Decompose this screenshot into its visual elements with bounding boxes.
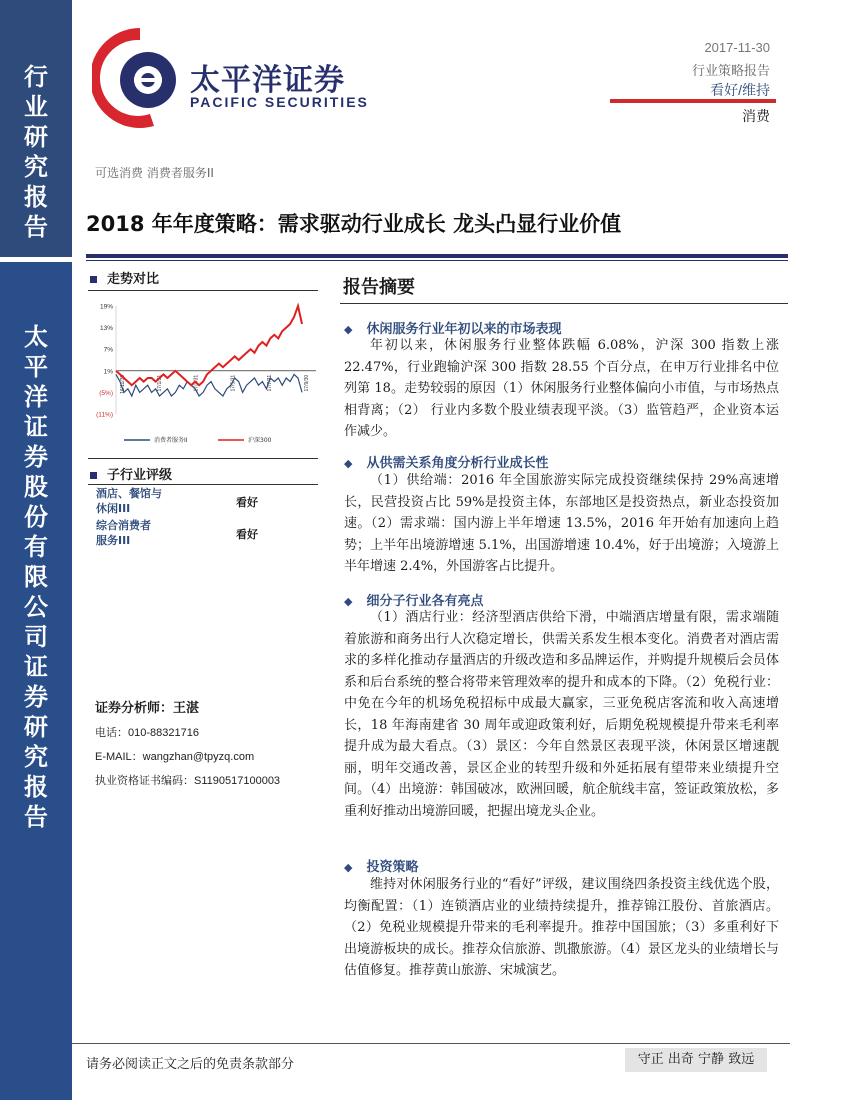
diamond-bullet-icon: ◆ [344, 323, 353, 336]
x-tick-label: 17/9/30 [304, 374, 310, 392]
sidebar-char: 报 [24, 182, 48, 211]
series-line-1 [116, 306, 302, 385]
sidebar-char: 行 [24, 62, 48, 91]
sidebar-char: 券 [24, 442, 48, 471]
paragraph-supply-demand: （1）供给端：2016 年全国旅游实际完成投资继续保持 29%高速增长，民营投资占比 59%是投资主体，东部地区是投资热点，新业态投资加速。（2）需求端：国内游上半年增速 13.5%，2016 年开始有加速向上趋势；上半年出境游增速 5.1%，出国游增速 10.4%，好于出境游；入境游上半年增速 2.4%，外国游客占比提升。 [344, 473, 779, 574]
company-logo-icon [92, 22, 188, 130]
analyst-name: 证券分析师：王湛 [95, 701, 200, 716]
diamond-bullet-icon: ◆ [344, 595, 353, 608]
sidebar-char: 报 [24, 772, 48, 801]
section-heading-sub-industry-text: 细分子行业各有亮点 [366, 594, 484, 609]
analyst-email[interactable]: E-MAIL：wangzhan@tpyzq.com [95, 751, 255, 763]
sidebar-char: 研 [24, 122, 48, 151]
section-heading-supply-demand-text: 从供需关系角度分析行业成长性 [366, 456, 549, 471]
diamond-bullet-icon: ◆ [344, 457, 353, 470]
series-line-0 [116, 374, 302, 396]
square-bullet-icon [90, 276, 97, 283]
sidebar-char: 限 [24, 562, 48, 591]
sidebar-char: 证 [24, 412, 48, 441]
chart-bottom-divider [88, 458, 318, 459]
sidebar-char: 业 [24, 92, 48, 121]
trend-divider [88, 290, 318, 291]
sidebar-char: 公 [24, 592, 48, 621]
y-tick-label: 13% [99, 325, 113, 333]
sub-rating-name-2-line2: 服务III [96, 534, 131, 547]
y-tick-label: 7% [103, 346, 113, 354]
sidebar-char: 份 [24, 502, 48, 531]
y-tick-label: (11%) [96, 411, 113, 419]
trend-title: 走势对比 [107, 272, 160, 287]
section-heading-strategy [344, 856, 418, 875]
sub-rating-name-1-line1: 酒店、餐馆与 [96, 487, 162, 500]
sidebar-char: 股 [24, 472, 48, 501]
paragraph-sub-industry: （1）酒店行业：经济型酒店供给下滑，中端酒店增量有限，需求端随着旅游和商务出行人次稳定增长，供需关系发生根本变化。消费者对酒店需求的多样化推动存量酒店的升级改造和多品牌运作，并购提升规模后会员体系和后台系统的整合将带来管理效率的提升和成本的下降。（2）免税行业：中免在今年的机场免税招标中成最大赢家，三亚免税店客流和收入高速增长，18 年海南建省 30 周年或迎政策利好，后期免税规模提升带来毛利率提升成为最大看点。（3）景区：今年自然景区表现平淡，休闲景区增速靓丽，明年交通改善，景区企业的转型升级和外延拓展有望带来业绩提升空间。（4）出境游：韩国破冰，欧洲回暖，航企航线丰富，签证政策放松，多重利好推动出境游回暖，把握出境龙头企业。 [344, 610, 779, 819]
sub-rating-title: 子行业评级 [107, 468, 173, 483]
sidebar-char: 有 [24, 532, 48, 561]
abstract-divider [340, 303, 788, 304]
paragraph-strategy: 维持对休闲服务行业的“看好”评级，建议围绕四条投资主线优选个股，均衡配置：（1）连锁酒店业的业绩持续提升，推荐锦江股份、首旅酒店。（2）免税业规模提升带来的毛利率提升。推荐中国国旅；（3）多重利好下出境游板块的成长。推荐众信旅游、凯撒旅游。（4）景区龙头的业绩增长与估值修复。推荐黄山旅游、宋城演艺。 [344, 877, 779, 978]
sidebar-report-type-text [0, 62, 72, 242]
title-rule-thin [86, 260, 788, 261]
legend-label: 沪深300 [248, 437, 272, 444]
industry-path: 可选消费 消费者服务II [95, 166, 214, 180]
trend-section-heading [90, 268, 159, 287]
section-heading-supply-demand [344, 452, 548, 471]
report-title: 2018 年年度策略：需求驱动行业成长 龙头凸显行业价值 [86, 212, 622, 236]
trend-chart [88, 298, 320, 453]
sidebar-char: 司 [24, 622, 48, 651]
title-rule [86, 254, 788, 258]
sidebar [0, 0, 72, 1100]
sub-rating-name-1 [96, 486, 162, 516]
sector-label: 消费 [742, 109, 770, 125]
sub-rating-value-2: 看好 [236, 528, 258, 541]
sidebar-char: 告 [24, 802, 48, 831]
y-tick-label: (5%) [99, 389, 113, 397]
sidebar-char: 研 [24, 712, 48, 741]
diamond-bullet-icon: ◆ [344, 861, 353, 874]
sidebar-char: 券 [24, 682, 48, 711]
analyst-license: 执业资格证书编码：S1190517100003 [95, 775, 281, 787]
rating-label: 看好/维持 [710, 82, 770, 98]
sidebar-char: 证 [24, 652, 48, 681]
footer-disclaimer: 请务必阅读正文之后的免责条款部分 [86, 1057, 295, 1072]
x-tick-label: 16/11/30 [120, 374, 126, 394]
sidebar-char: 究 [24, 742, 48, 771]
abstract-title: 报告摘要 [343, 277, 415, 298]
header-red-rule [610, 99, 776, 103]
x-tick-label: 17/3/31 [193, 374, 200, 392]
y-tick-label: 1% [103, 368, 113, 376]
logo-chinese-name: 太平洋证券 [190, 63, 345, 98]
sidebar-char: 究 [24, 152, 48, 181]
report-type: 行业策略报告 [691, 63, 770, 78]
x-tick-label: 17/7/31 [267, 374, 274, 392]
report-date: 2017-11-30 [704, 40, 770, 55]
logo-english-name: PACIFIC SECURITIES [190, 94, 369, 110]
x-tick-label: 17/1/31 [156, 374, 163, 392]
footer-motto: 守正 出奇 宁静 致远 [625, 1048, 767, 1072]
sub-rating-name-2-line1: 综合消费者 [96, 519, 151, 532]
x-tick-label: 17/5/31 [230, 374, 237, 392]
sub-rating-divider [88, 484, 318, 485]
square-bullet-icon [90, 472, 97, 479]
legend-label: 消费者服务II [154, 437, 188, 444]
sidebar-char: 洋 [24, 382, 48, 411]
sidebar-char: 告 [24, 212, 48, 241]
sub-rating-name-2 [96, 518, 151, 548]
analyst-phone: 电话：010-88321716 [95, 727, 199, 739]
paragraph-market: 年初以来，休闲服务行业整体跌幅 6.08%，沪深 300 指数上涨 22.47%，行业跑输沪深 300 指数 28.55 个百分点，在申万行业排名中位列第 18。走势较弱的原因（1）休闲服务行业整体偏向小市值，与市场热点相背离；（2） 行业内多数个股业绩表现平淡。（3）监管趋严，企业资本运作减少。 [344, 338, 779, 439]
footer-divider [72, 1043, 790, 1044]
section-heading-market-text: 休闲服务行业年初以来的市场表现 [366, 322, 562, 337]
sub-rating-name-1-line2: 休闲III [96, 502, 131, 515]
y-tick-label: 19% [99, 303, 113, 311]
sidebar-company-text [0, 322, 72, 832]
section-heading-strategy-text: 投资策略 [366, 860, 419, 875]
sidebar-char: 太 [24, 322, 48, 351]
sub-rating-value-1: 看好 [236, 496, 258, 509]
sidebar-char: 平 [24, 352, 48, 381]
sub-rating-section-heading [90, 464, 172, 483]
